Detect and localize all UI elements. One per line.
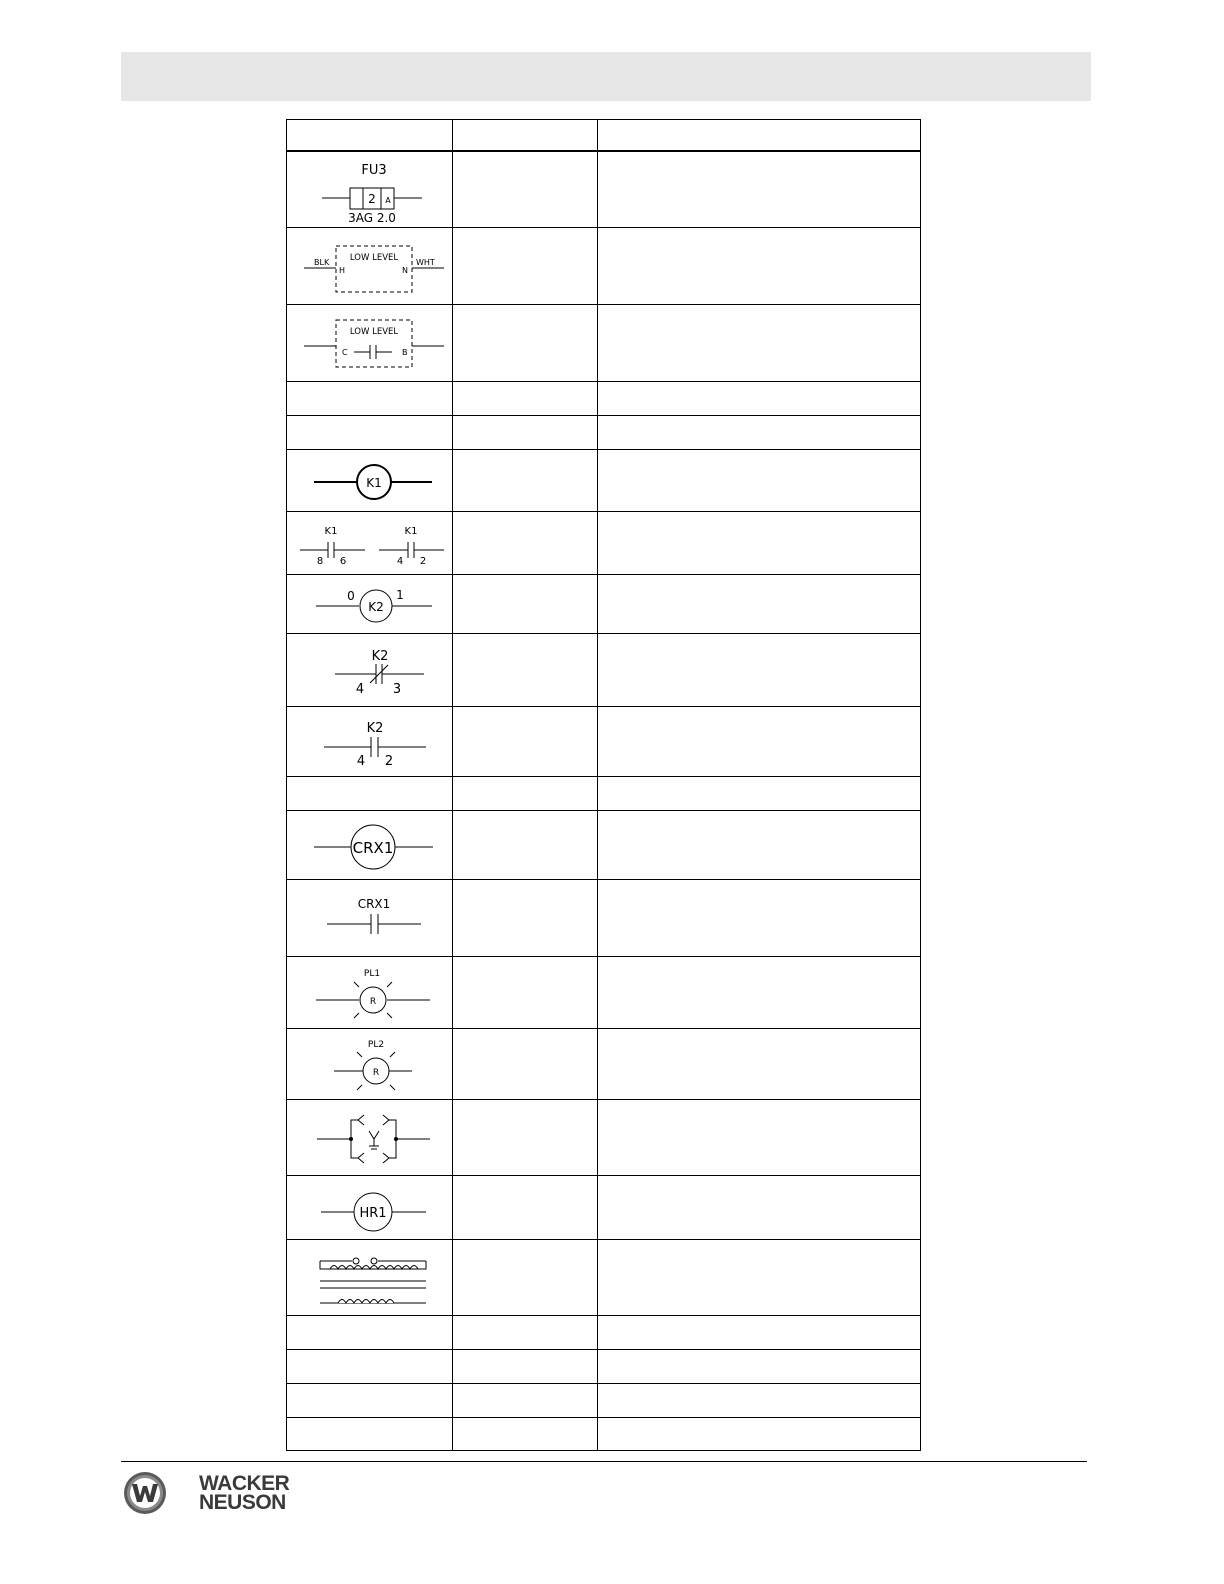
table-row [287, 957, 921, 1029]
table-row [287, 228, 921, 305]
light-color-label: R [372, 1068, 379, 1078]
symbol-cell [287, 228, 453, 305]
table-row [287, 1240, 921, 1316]
wire-left-label: BLK [313, 258, 329, 267]
light-label: PL1 [363, 968, 380, 979]
symbol-cell [287, 880, 453, 957]
table-row [287, 1384, 921, 1418]
brand-wordmark [199, 1474, 289, 1512]
symbol-cell [287, 1240, 453, 1316]
table-row [287, 416, 921, 450]
fuse-label: FU3 [360, 163, 387, 179]
symbol-cell [287, 1029, 453, 1100]
symbol-cell [287, 811, 453, 880]
fuse-symbol [290, 154, 450, 224]
contact-a-terminal-1: 8 [316, 556, 323, 567]
light-color-label: R [369, 996, 376, 1007]
symbol-cell [287, 634, 453, 707]
bridge-rectifier-symbol [290, 1103, 450, 1173]
hour-meter-hr1-symbol [290, 1179, 450, 1237]
symbol-cell [287, 957, 453, 1029]
low-level-label: LOW LEVEL [349, 253, 398, 263]
header-cell-symbol [287, 120, 453, 151]
contact-b-label: K1 [404, 526, 417, 537]
fuse-rating: 3AG 2.0 [347, 211, 396, 225]
table-row [287, 1176, 921, 1240]
symbol-cell [287, 151, 453, 228]
brand-line-1: WACKER [199, 1472, 290, 1495]
low-level-label: LOW LEVEL [349, 327, 398, 337]
k1-contacts-symbol [290, 514, 450, 572]
relay-coil-k1-symbol [290, 453, 450, 509]
terminal-b-label: B [401, 348, 407, 357]
symbol-cell [287, 450, 453, 512]
symbol-cell [287, 305, 453, 382]
table-row [287, 777, 921, 811]
header-cell-designation [453, 120, 598, 151]
table-row [287, 707, 921, 777]
coil-label: CRX1 [352, 839, 393, 857]
low-level-contact-symbol [290, 308, 450, 378]
pilot-light-pl1-symbol [290, 960, 450, 1026]
contact-label: CRX1 [357, 897, 390, 911]
k2-no-contact-symbol [290, 710, 450, 774]
contact-label: K2 [371, 649, 388, 664]
symbol-cell [287, 707, 453, 777]
header-cell-description [598, 120, 921, 151]
page-header-band [121, 52, 1091, 101]
symbol-cell [287, 1176, 453, 1240]
symbol-cell [287, 512, 453, 575]
table-row [287, 575, 921, 634]
table-row [287, 151, 921, 228]
contact-b-terminal-1: 4 [396, 556, 403, 567]
table-row [287, 1418, 921, 1451]
symbol-legend-table [286, 119, 921, 1451]
table-row [287, 1316, 921, 1350]
table-row [287, 512, 921, 575]
terminal-h-label: H [338, 266, 345, 275]
coil-label: K1 [365, 475, 382, 490]
meter-label: HR1 [358, 1205, 387, 1221]
table-row [287, 634, 921, 707]
contact-b-terminal-2: 2 [419, 556, 426, 567]
symbol-cell [287, 575, 453, 634]
contact-terminal-2: 2 [384, 753, 393, 769]
symbol-cell [287, 1100, 453, 1176]
relay-coil-crx1-symbol [290, 813, 450, 877]
transformer-symbol [290, 1243, 450, 1313]
terminal-n-label: N [401, 266, 408, 275]
low-level-switch-symbol [290, 231, 450, 301]
table-row [287, 1350, 921, 1384]
contact-terminal-1: 4 [355, 682, 364, 697]
brand-line-2: NEUSON [199, 1491, 286, 1514]
table-row [287, 382, 921, 416]
relay-coil-k2-symbol [290, 577, 450, 631]
k2-nc-contact-symbol [290, 637, 450, 703]
table-header-row [287, 120, 921, 151]
crx1-contact-symbol [290, 883, 450, 953]
contact-terminal-1: 4 [356, 753, 365, 769]
contact-a-label: K1 [324, 526, 337, 537]
contact-terminal-2: 3 [392, 682, 401, 697]
coil-terminal-2: 1 [395, 588, 404, 602]
fuse-unit: A [384, 196, 391, 206]
table-row [287, 1029, 921, 1100]
fuse-value: 2 [367, 192, 376, 207]
wacker-w-logo-icon [122, 1470, 168, 1516]
table-row [287, 305, 921, 382]
table-row [287, 450, 921, 512]
table-row [287, 880, 921, 957]
coil-label: K2 [367, 600, 384, 614]
coil-terminal-1: 0 [346, 589, 355, 603]
terminal-c-label: C [341, 348, 348, 357]
table-row [287, 1100, 921, 1176]
wire-right-label: WHT [415, 258, 435, 267]
table-row [287, 811, 921, 880]
pilot-light-pl2-symbol [290, 1031, 450, 1097]
light-label: PL2 [367, 1040, 384, 1050]
contact-label: K2 [366, 720, 383, 736]
contact-a-terminal-2: 6 [339, 556, 346, 567]
footer-divider [121, 1461, 1087, 1462]
